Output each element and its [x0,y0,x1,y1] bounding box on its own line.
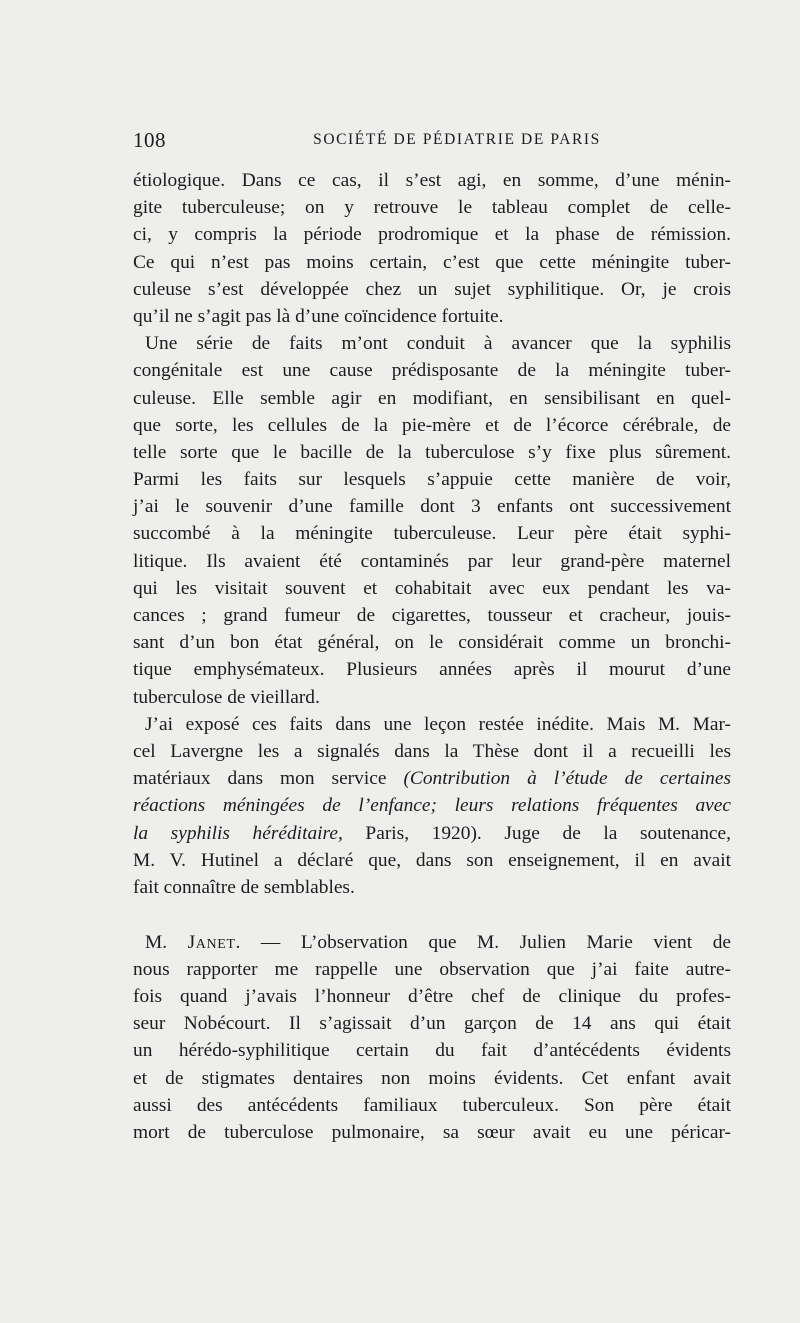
text-line: un hérédo-syphilitique certain du fait d’antécédents évidents [133,1040,731,1062]
text-fragment: Paris, 1920). Juge de la soutenance, [342,822,731,844]
text-line: M. V. Hutinel a déclaré que, dans son enseignement, il en avait [133,849,731,871]
text-line: succombé à la méningite tuberculeuse. Leur père était syphi- [133,523,731,545]
paragraph-3 [133,711,731,901]
text-fragment: . — L’observation que M. Julien Marie vient de [235,931,731,953]
text-line: Ce qui n’est pas moins certain, c’est que cette méningite tuber- [133,251,731,273]
running-head: SOCIÉTÉ DE PÉDIATRIE DE PARIS [313,131,601,148]
text-fragment: matériaux dans mon service [133,768,404,790]
text-line: culeuse. Elle semble agir en modifiant, en sensibilisant en quel- [133,387,731,409]
text-line: fois quand j’avais l’honneur d’être chef de clinique du profes- [133,985,731,1007]
text-line: fait connaître de semblables. [133,876,355,898]
text-line: sant d’un bon état général, on le considérait comme un bronchi- [133,632,731,654]
text-line: étiologique. Dans ce cas, il s’est agi, en somme, d’une ménin- [133,170,731,191]
text-line: Parmi les faits sur lesquels s’appuie cette manière de voir, [133,469,731,491]
page-number: 108 [133,128,166,152]
text-line [133,929,731,956]
text-line: tuberculose de vieillard. [133,686,320,708]
text-line: qui les visitait souvent et cohabitait avec eux pendant les va- [133,577,731,599]
text-line: Une série de faits m’ont conduit à avancer que la syphilis [145,333,731,355]
text-line: gite tuberculeuse; on y retrouve le tableau complet de celle- [133,197,731,219]
text-line: ci, y compris la période prodromique et la phase de rémission. [133,224,731,246]
text-line: tique emphysémateux. Plusieurs années après il mourut d’une [133,659,731,681]
paragraph-gap [133,901,731,929]
text-line: telle sorte que le bacille de la tuberculose s’y fixe plus sûrement. [133,441,731,463]
page-header [133,128,731,158]
text-line: j’ai le souvenir d’une famille dont 3 enfants ont successivement [133,496,731,518]
paragraph-2 [133,330,731,711]
text-line [133,820,731,847]
text-line: seur Nobécourt. Il s’agissait d’un garçon de 14 ans qui était [133,1013,731,1035]
text-line: cel Lavergne les a signalés dans la Thèse dont il a recueilli les [133,740,731,762]
text-line: litique. Ils avaient été contaminés par leur grand-père maternel [133,550,731,572]
thesis-title-fragment: (Contribution à l’étude de certaines [403,768,731,790]
speaker-name: Janet [187,931,236,953]
body-text [133,167,731,1146]
text-line: cances ; grand fumeur de cigarettes, tousseur et cracheur, jouis- [133,605,731,626]
text-line: culeuse s’est développée chez un sujet syphilitique. Or, je crois [133,278,731,300]
speaker-prefix: M. [145,931,188,953]
text-line [133,765,731,792]
text-line: mort de tuberculose pulmonaire, sa sœur avait eu une péricar- [133,1121,731,1143]
text-line: et de stigmates dentaires non moins évidents. Cet enfant avait [133,1067,731,1089]
text-line: que sorte, les cellules de la pie-mère et de l’écorce cérébrale, de [133,414,731,436]
text-line: nous rapporter me rappelle une observation que j’ai faite autre- [133,958,731,980]
thesis-title-line: réactions méningées de l’enfance; leurs relations fréquentes avec [133,795,731,817]
paragraph-4 [133,929,731,1147]
text-line: congénitale est une cause prédisposante de la méningite tuber- [133,360,731,382]
text-line: qu’il ne s’agit pas là d’une coïncidence fortuite. [133,305,504,327]
text-line: aussi des antécédents familiaux tuberculeux. Son père était [133,1094,731,1116]
paragraph-1 [133,167,731,330]
thesis-title-fragment: la syphilis héréditaire, [133,822,343,844]
text-line: J’ai exposé ces faits dans une leçon restée inédite. Mais M. Mar- [145,713,731,735]
